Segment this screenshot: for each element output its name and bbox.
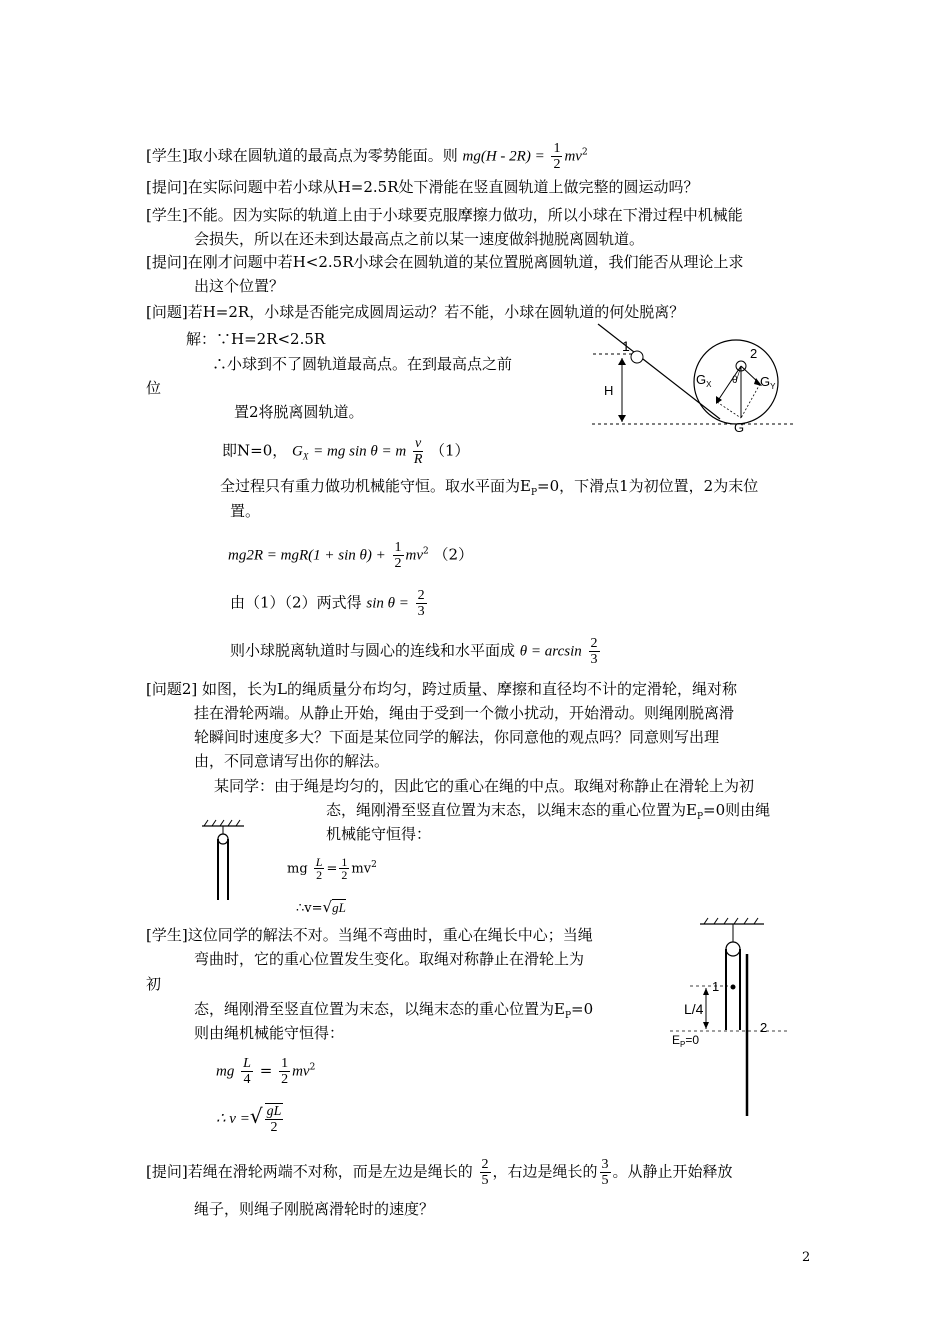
line-problem-2-cont: 由，不同意请写出你的解法。 <box>194 752 390 770</box>
solution-line: 置2将脱离圆轨道。 <box>234 403 364 421</box>
label-1: 1 <box>622 338 630 354</box>
classmate-line: 态，绳刚滑至竖直位置为末态，以绳末态的重心位置为$E_P=0$则由绳 <box>326 801 771 822</box>
page-number: 2 <box>802 1250 811 1265</box>
loop-track-figure <box>590 320 800 440</box>
line-problem-1: [问题]若H=2R，小球是否能完成圆周运动？若不能，小球在圆轨道的何处脱离？ <box>146 303 685 321</box>
line-student-2: [学生]不能。因为实际的轨道上由于小球要克服摩擦力做功，所以小球在下滑过程中机械能 <box>146 206 743 224</box>
line-student-1: [学生]取小球在圆轨道的最高点为零势能面。则 mg(H - 2R) = $\frac{1}{2}$ $mv^2$ <box>146 141 588 172</box>
line-question-3: [提问]若绳在滑轮两端不对称，而是左边是绳长的 $\frac{2}{5}$ ，右边是绳长的 $\frac{3}{5}$ 。从静止开始释放 <box>146 1157 733 1188</box>
fraction: $\frac{1}{2}$ <box>553 141 561 172</box>
line-question-2-cont: 出这个位置？ <box>194 277 285 295</box>
student-result: ∴ v =√ $\frac{gL}{2}$ <box>216 1104 282 1135</box>
classmate-equation: mg $\frac{L}{2}$ = $\frac{1}{2}$ $mv^2$ <box>287 855 377 883</box>
line-question-2: [提问]在刚才问题中若H<2.5R小球会在圆轨道的某位置脱离圆轨道，我们能否从理论上求 <box>146 253 744 271</box>
text: [学生]取小球在圆轨道的最高点为零势能面。则 <box>146 146 458 165</box>
label-l4: L/4 <box>684 1001 704 1017</box>
equation-1: 即N=0， $G_X$ = mg sin θ = m $\frac{v}{R}$ （1） <box>222 436 470 467</box>
label-gx: $G_X$ <box>696 372 712 389</box>
line-problem-2-cont: 轮瞬间时速度多大？下面是某位同学的解法，你同意他的观点吗？同意则写出理 <box>194 728 720 746</box>
solution-line: ∴小球到不了圆轨道最高点。在到最高点之前 <box>212 355 513 373</box>
label-2: 2 <box>750 346 758 361</box>
equation-4: 则小球脱离轨道时与圆心的连线和水平面成 θ = arcsin $\frac{2}{3}$ <box>230 636 598 667</box>
solution-line: 置。 <box>230 502 261 520</box>
line-student-2-cont: 会损失，所以在还未到达最高点之前以某一速度做斜抛脱离圆轨道。 <box>194 230 645 248</box>
line-question-3-cont: 绳子，则绳子刚脱离滑轮时的速度？ <box>194 1200 435 1218</box>
line-student-3: [学生]这位同学的解法不对。当绳不弯曲时，重心在绳长中心；当绳 <box>146 926 593 944</box>
formula-tail: mv <box>564 148 582 165</box>
student-equation: mg $\frac{L}{4}$ = $\frac{1}{2}$ $mv^2$ <box>216 1056 316 1087</box>
solution-fragment: 位 <box>146 379 162 397</box>
classmate-line: 某同学：由于绳是均匀的，因此它的重心在绳的中点。取绳对称静止在滑轮上为初 <box>214 777 755 795</box>
line-problem-2: [问题2] 如图，长为L的绳质量分布均匀，跨过质量、摩擦和直径均不计的定滑轮，绳对称 <box>146 680 737 698</box>
label-ep: $E_P=0$ <box>672 1033 700 1049</box>
label-theta: θ <box>732 375 738 386</box>
line-student-3-cont: 态，绳刚滑至竖直位置为末态，以绳末态的重心位置为$E_P=0$ <box>194 1000 594 1021</box>
line-student-3-cont: 则由绳机械能守恒得： <box>194 1024 345 1042</box>
rope-pulley-figure <box>198 818 258 904</box>
line-problem-2-cont: 挂在滑轮两端。从静止开始，绳由于受到一个微小扰动，开始滑动。则绳刚脱离滑 <box>194 704 735 722</box>
line-student-3-fragment: 初 <box>146 975 162 993</box>
label-h: H <box>604 383 614 398</box>
solution-line: 全过程只有重力做功机械能守恒。取水平面为$E_P=0$，下滑点1为初位置，2为末位 <box>220 477 759 498</box>
classmate-result: ∴v=√gL <box>296 898 346 916</box>
line-student-3-cont: 弯曲时，它的重心位置发生变化。取绳对称静止在滑轮上为 <box>194 950 585 968</box>
classmate-line: 机械能守恒得： <box>326 825 432 843</box>
rope-energy-figure <box>670 916 800 1122</box>
label-gy: $G_Y$ <box>760 374 776 391</box>
line-question-1: [提问]在实际问题中若小球从H=2.5R处下滑能在竖直圆轨道上做完整的圆运动吗？ <box>146 178 699 196</box>
label-g: G <box>734 420 745 435</box>
solution-start: 解：∵H=2R<2.5R <box>186 330 326 348</box>
label-2: 2 <box>760 1020 768 1035</box>
equation-2: mg2R = mgR(1 + sin θ) + $\frac{1}{2}$ $mv^2$ （2） <box>228 540 474 571</box>
equation-3: 由（1）（2）两式得 sin θ = $\frac{2}{3}$ <box>230 588 425 619</box>
label-1: 1 <box>712 979 720 994</box>
formula: mg(H - 2R) = <box>462 148 545 165</box>
